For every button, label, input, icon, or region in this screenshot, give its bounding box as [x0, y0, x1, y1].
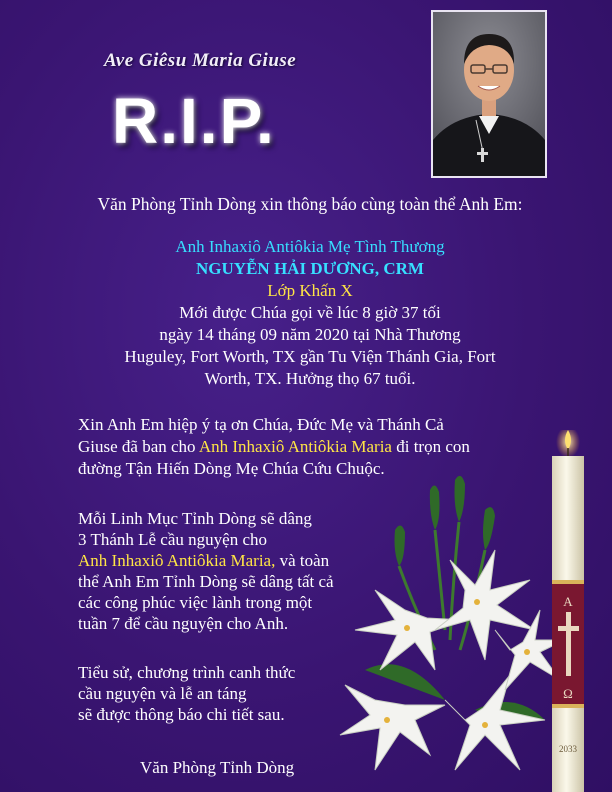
- paragraph-line: Mỗi Linh Mục Tỉnh Dòng sẽ dâng: [78, 509, 312, 528]
- highlighted-name: Anh Inhaxiô Antiôkia Maria: [198, 437, 392, 456]
- lily-flowers-image: [335, 470, 565, 792]
- paragraph-line: cầu nguyện và lễ an táng: [78, 684, 247, 703]
- greeting-text: Ave Giêsu Maria Giuse: [104, 50, 297, 71]
- paragraph-text: Giuse đã ban cho: [78, 437, 199, 456]
- paragraph-text: và toàn: [275, 551, 330, 570]
- death-line: Huguley, Fort Worth, TX gần Tu Viện Thánh Gia, Fort: [124, 347, 496, 366]
- religious-name: Anh Inhaxiô Antiôkia Mẹ Tình Thương: [175, 237, 445, 256]
- paragraph-line: các công phúc việc lành trong một: [78, 593, 313, 612]
- paragraph-line: Xin Anh Em hiệp ý tạ ơn Chúa, Đức Mẹ và Thánh Cả: [78, 415, 444, 434]
- omega-symbol: Ω: [563, 686, 573, 701]
- vow-class: Lớp Khấn X: [267, 281, 353, 300]
- paragraph-line: [78, 550, 378, 571]
- full-name: NGUYỄN HẢI DƯƠNG, CRM: [196, 259, 424, 278]
- paragraph-line: Tiểu sử, chương trình canh thức: [78, 663, 296, 682]
- death-line: Worth, TX. Hưởng thọ 67 tuổi.: [204, 369, 416, 388]
- announcement-intro: Văn Phòng Tỉnh Dòng xin thông báo cùng toàn thể Anh Em:: [97, 194, 523, 214]
- paschal-candle-image: [544, 430, 594, 792]
- deceased-info: [60, 236, 560, 390]
- death-line: Mới được Chúa gọi về lúc 8 giờ 37 tối: [179, 303, 441, 322]
- details-paragraph: [78, 662, 378, 725]
- paragraph-line: thể Anh Em Tỉnh Dòng sẽ dâng tất cả: [78, 572, 334, 591]
- paragraph-line: tuần 7 để cầu nguyện cho Anh.: [78, 614, 289, 633]
- candle-year: 2033: [559, 744, 577, 754]
- paragraph-line: đường Tận Hiến Dòng Mẹ Chúa Cứu Chuộc.: [78, 459, 385, 478]
- paragraph-line: [78, 436, 548, 458]
- rip-title: R.I.P.: [112, 85, 276, 157]
- alpha-symbol: A: [563, 594, 573, 609]
- portrait-photo: [431, 10, 547, 178]
- paragraph-line: 3 Thánh Lễ cầu nguyện cho: [78, 530, 267, 549]
- death-line: ngày 14 tháng 09 năm 2020 tại Nhà Thương: [159, 325, 461, 344]
- highlighted-name: Anh Inhaxiô Antiôkia Maria,: [78, 551, 276, 570]
- paragraph-line: sẽ được thông báo chi tiết sau.: [78, 705, 285, 724]
- paragraph-text: đi trọn con: [391, 437, 470, 456]
- mass-paragraph: [78, 508, 378, 634]
- signature: Văn Phòng Tỉnh Dòng: [140, 758, 295, 777]
